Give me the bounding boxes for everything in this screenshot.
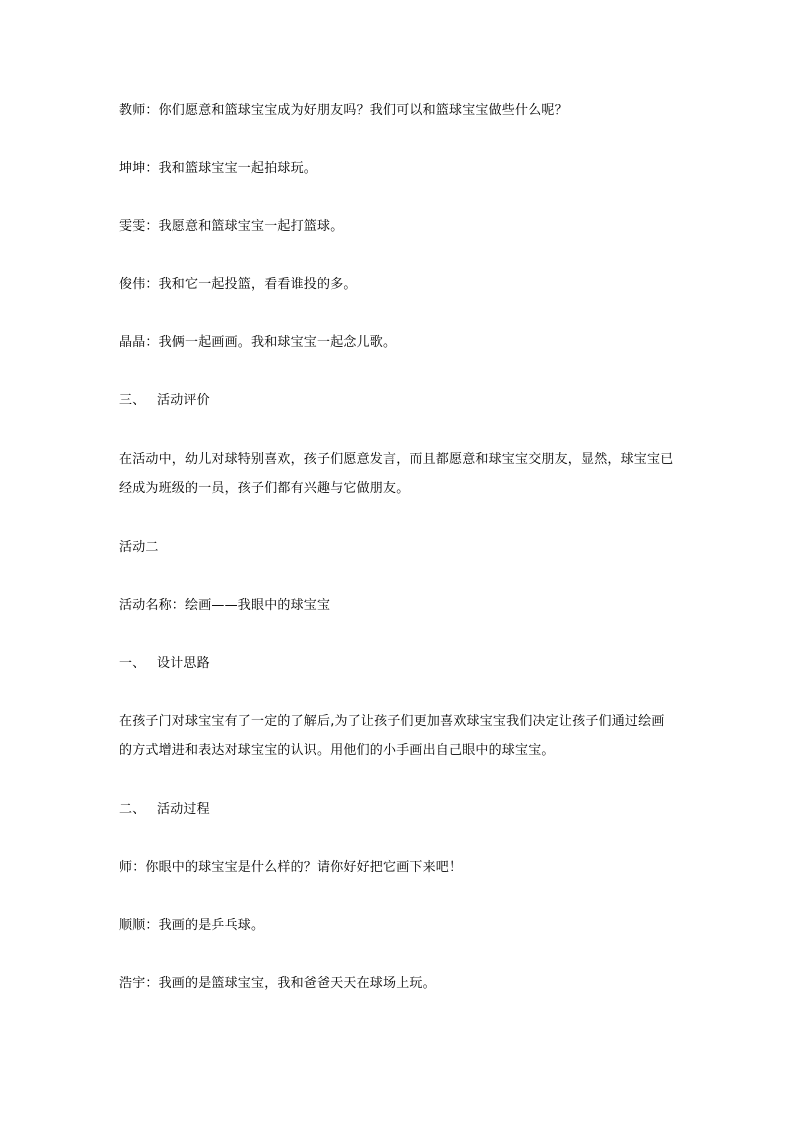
activity-name: 活动名称：绘画——我眼中的球宝宝: [119, 598, 331, 613]
design-paragraph: [119, 707, 679, 765]
section-heading-evaluation: [119, 386, 679, 415]
section-title: 活动评价: [157, 393, 210, 408]
section-number: 一、: [119, 656, 146, 671]
section-number: 二、: [119, 802, 146, 817]
paragraph-line: 在活动中，幼儿对球特别喜欢，孩子们愿意发言，而且都愿意和球宝宝交朋友，显然，球宝宝已: [119, 452, 674, 467]
dialogue-wenwen: 雯雯：我愿意和篮球宝宝一起打篮球。: [119, 219, 344, 234]
dialogue-kunkun: 坤坤：我和篮球宝宝一起拍球玩。: [119, 161, 318, 176]
paragraph-line: 在孩子门对球宝宝有了一定的了解后,为了让孩子们更加喜欢球宝宝我们决定让孩子们通过绘画: [119, 714, 665, 729]
activity-two-heading: 活动二: [119, 540, 159, 555]
dialogue-jingjing: 晶晶：我俩一起画画。我和球宝宝一起念儿歌。: [119, 335, 397, 350]
dialogue-shunshun: 顺顺：我画的是乒乓球。: [119, 918, 265, 933]
section-heading-process: [119, 795, 679, 824]
paragraph-line: 的方式增进和表达对球宝宝的认识。用他们的小手画出自己眼中的球宝宝。: [119, 743, 555, 758]
section-title: 活动过程: [157, 802, 210, 817]
dialogue-teacher-drawing: 师：你眼中的球宝宝是什么样的？请你好好把它画下来吧！: [119, 860, 463, 875]
section-heading-design: [119, 649, 679, 678]
section-title: 设计思路: [157, 656, 210, 671]
evaluation-paragraph: [119, 445, 679, 503]
paragraph-line: 经成为班级的一员，孩子们都有兴趣与它做朋友。: [119, 481, 410, 496]
dialogue-teacher-question: 教师：你们愿意和篮球宝宝成为好朋友吗？我们可以和篮球宝宝做些什么呢？: [119, 103, 568, 118]
dialogue-junwei: 俊伟：我和它一起投篮，看看谁投的多。: [119, 277, 357, 292]
dialogue-haoyu: 浩宇：我画的是篮球宝宝，我和爸爸天天在球场上玩。: [119, 976, 436, 991]
section-number: 三、: [119, 393, 146, 408]
